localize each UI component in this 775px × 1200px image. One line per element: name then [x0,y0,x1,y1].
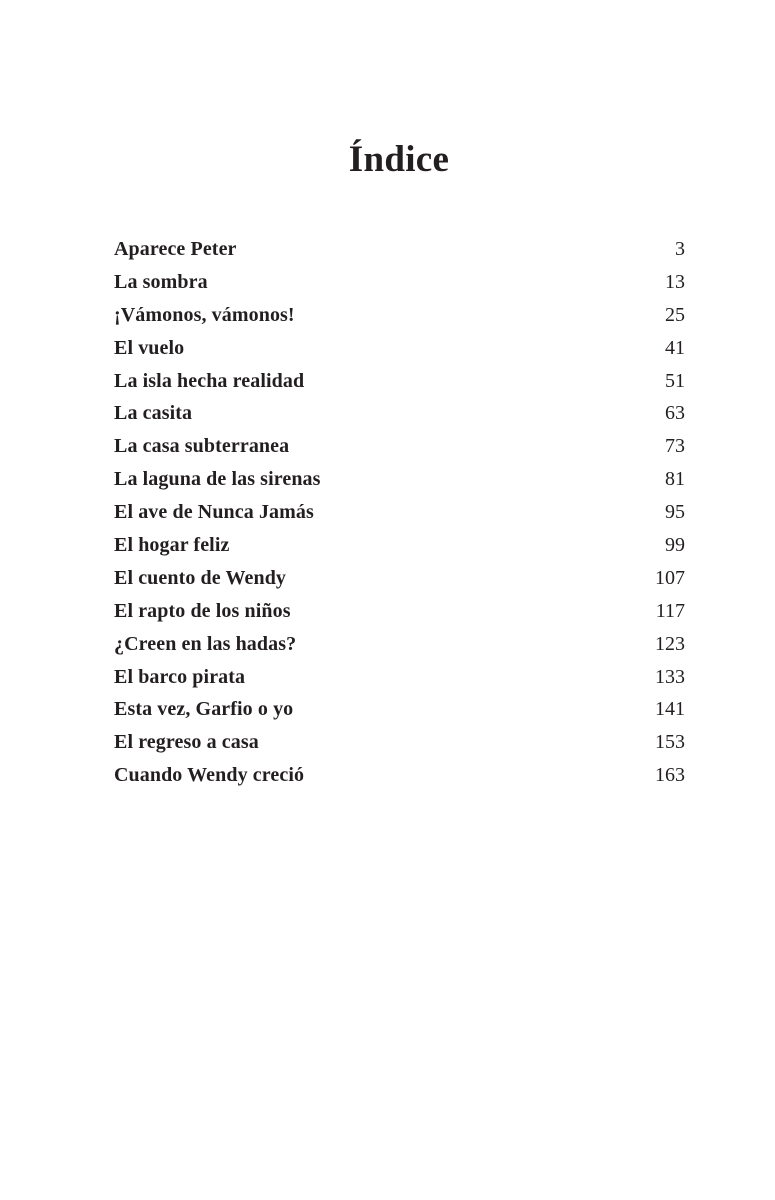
page-number: 95 [665,501,685,524]
page-number: 63 [665,402,685,425]
chapter-title: La isla hecha realidad [114,369,305,392]
page-number: 81 [665,468,685,491]
toc-entry [114,496,685,529]
chapter-title: El vuelo [114,336,185,359]
page-number: 99 [665,534,685,557]
page-number: 25 [665,303,685,326]
page-number: 3 [675,238,685,260]
table-of-contents [114,233,685,792]
page-number: 117 [655,599,685,622]
chapter-title: ¡Vámonos, vámonos! [114,303,295,326]
page-title: Índice [348,139,450,180]
toc-entry [114,365,685,398]
page-number: 51 [665,369,685,392]
chapter-title: El hogar feliz [114,534,230,557]
chapter-title: El cuento de Wendy [114,566,287,589]
toc-entry [114,693,685,726]
toc-entry [114,397,685,430]
toc-entry [114,529,685,562]
chapter-title: La casa subterranea [114,435,290,458]
chapter-title: Esta vez, Garfio o yo [114,698,294,721]
toc-entry [114,332,685,365]
page-number: 141 [655,698,685,721]
toc-entry [114,299,685,332]
page-number: 123 [655,632,685,655]
page-number: 153 [655,731,685,754]
page-number: 163 [655,764,685,787]
chapter-title: La sombra [114,270,208,293]
chapter-title: El ave de Nunca Jamás [114,501,314,524]
chapter-title: Cuando Wendy creció [114,764,305,787]
chapter-title: El barco pirata [114,665,246,688]
toc-entry [114,463,685,496]
toc-entry [114,430,685,463]
toc-entry [114,233,685,266]
toc-entry [114,661,685,694]
page-number: 13 [665,270,685,293]
chapter-title: La laguna de las sirenas [114,468,321,491]
toc-entry [114,628,685,661]
page-number: 73 [665,435,685,458]
chapter-title: El regreso a casa [114,731,259,754]
toc-entry [114,595,685,628]
toc-entry [114,266,685,299]
chapter-title: La casita [114,402,193,425]
chapter-title: ¿Creen en las hadas? [114,632,297,655]
toc-entry [114,759,685,792]
page-number: 133 [655,665,685,688]
page-number: 107 [655,566,685,589]
toc-entry [114,726,685,759]
toc-entry [114,562,685,595]
chapter-title: El rapto de los niños [114,599,291,622]
chapter-title: Aparece Peter [114,238,237,260]
page-number: 41 [665,336,685,359]
